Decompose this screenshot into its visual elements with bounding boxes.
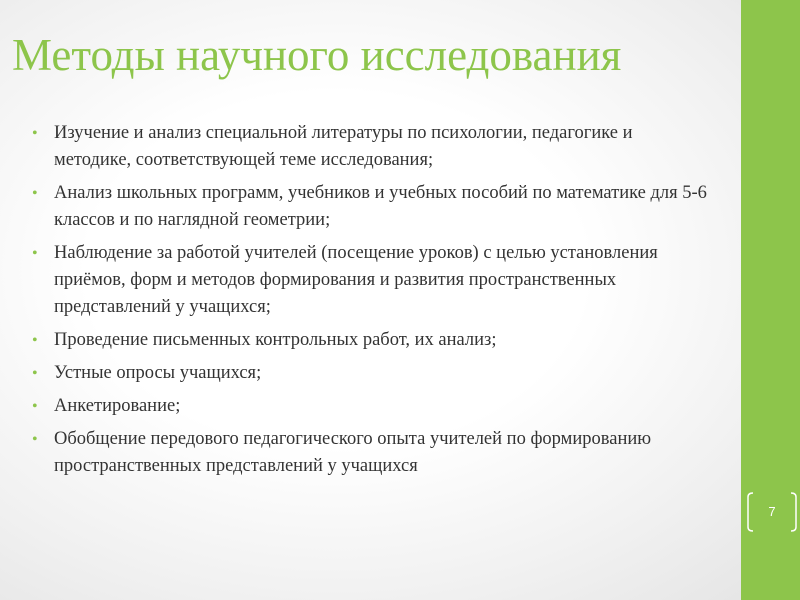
- bullet-icon: •: [32, 365, 38, 382]
- bullet-text: Устные опросы учащихся;: [54, 363, 262, 383]
- bullet-item: [30, 120, 710, 174]
- bullet-item: [30, 426, 710, 480]
- bullet-icon: •: [32, 185, 38, 202]
- bullet-list: [30, 120, 710, 486]
- page-number: 7: [768, 504, 776, 519]
- bullet-text: Обобщение передового педагогического опыта учителей по формированию пространственных представлений у учащихся: [54, 429, 652, 476]
- bullet-text: Изучение и анализ специальной литературы по психологии, педагогике и методике, соответствующей теме исследования;: [54, 123, 633, 170]
- bullet-text: Анализ школьных программ, учебников и учебных пособий по математике для 5-6 классов и по наглядной геометрии;: [54, 183, 707, 230]
- bullet-text: Проведение письменных контрольных работ, их анализ;: [54, 330, 497, 350]
- bullet-item: [30, 327, 710, 354]
- bullet-item: [30, 393, 710, 420]
- slide-title: Методы научного исследования: [12, 30, 622, 80]
- bullet-text: Наблюдение за работой учителей (посещение уроков) с целью установления приёмов, форм и методов формирования и развития пространственных представлений у учащихся;: [54, 243, 658, 317]
- bullet-icon: •: [32, 332, 38, 349]
- bullet-item: [30, 360, 710, 387]
- bullet-text: Анкетирование;: [54, 396, 181, 416]
- bullet-item: [30, 180, 710, 234]
- bullet-icon: •: [32, 398, 38, 415]
- bullet-icon: •: [32, 431, 38, 448]
- bullet-item: [30, 240, 710, 321]
- bullet-icon: •: [32, 125, 38, 142]
- page-number-badge: [745, 491, 799, 533]
- bullet-icon: •: [32, 245, 38, 262]
